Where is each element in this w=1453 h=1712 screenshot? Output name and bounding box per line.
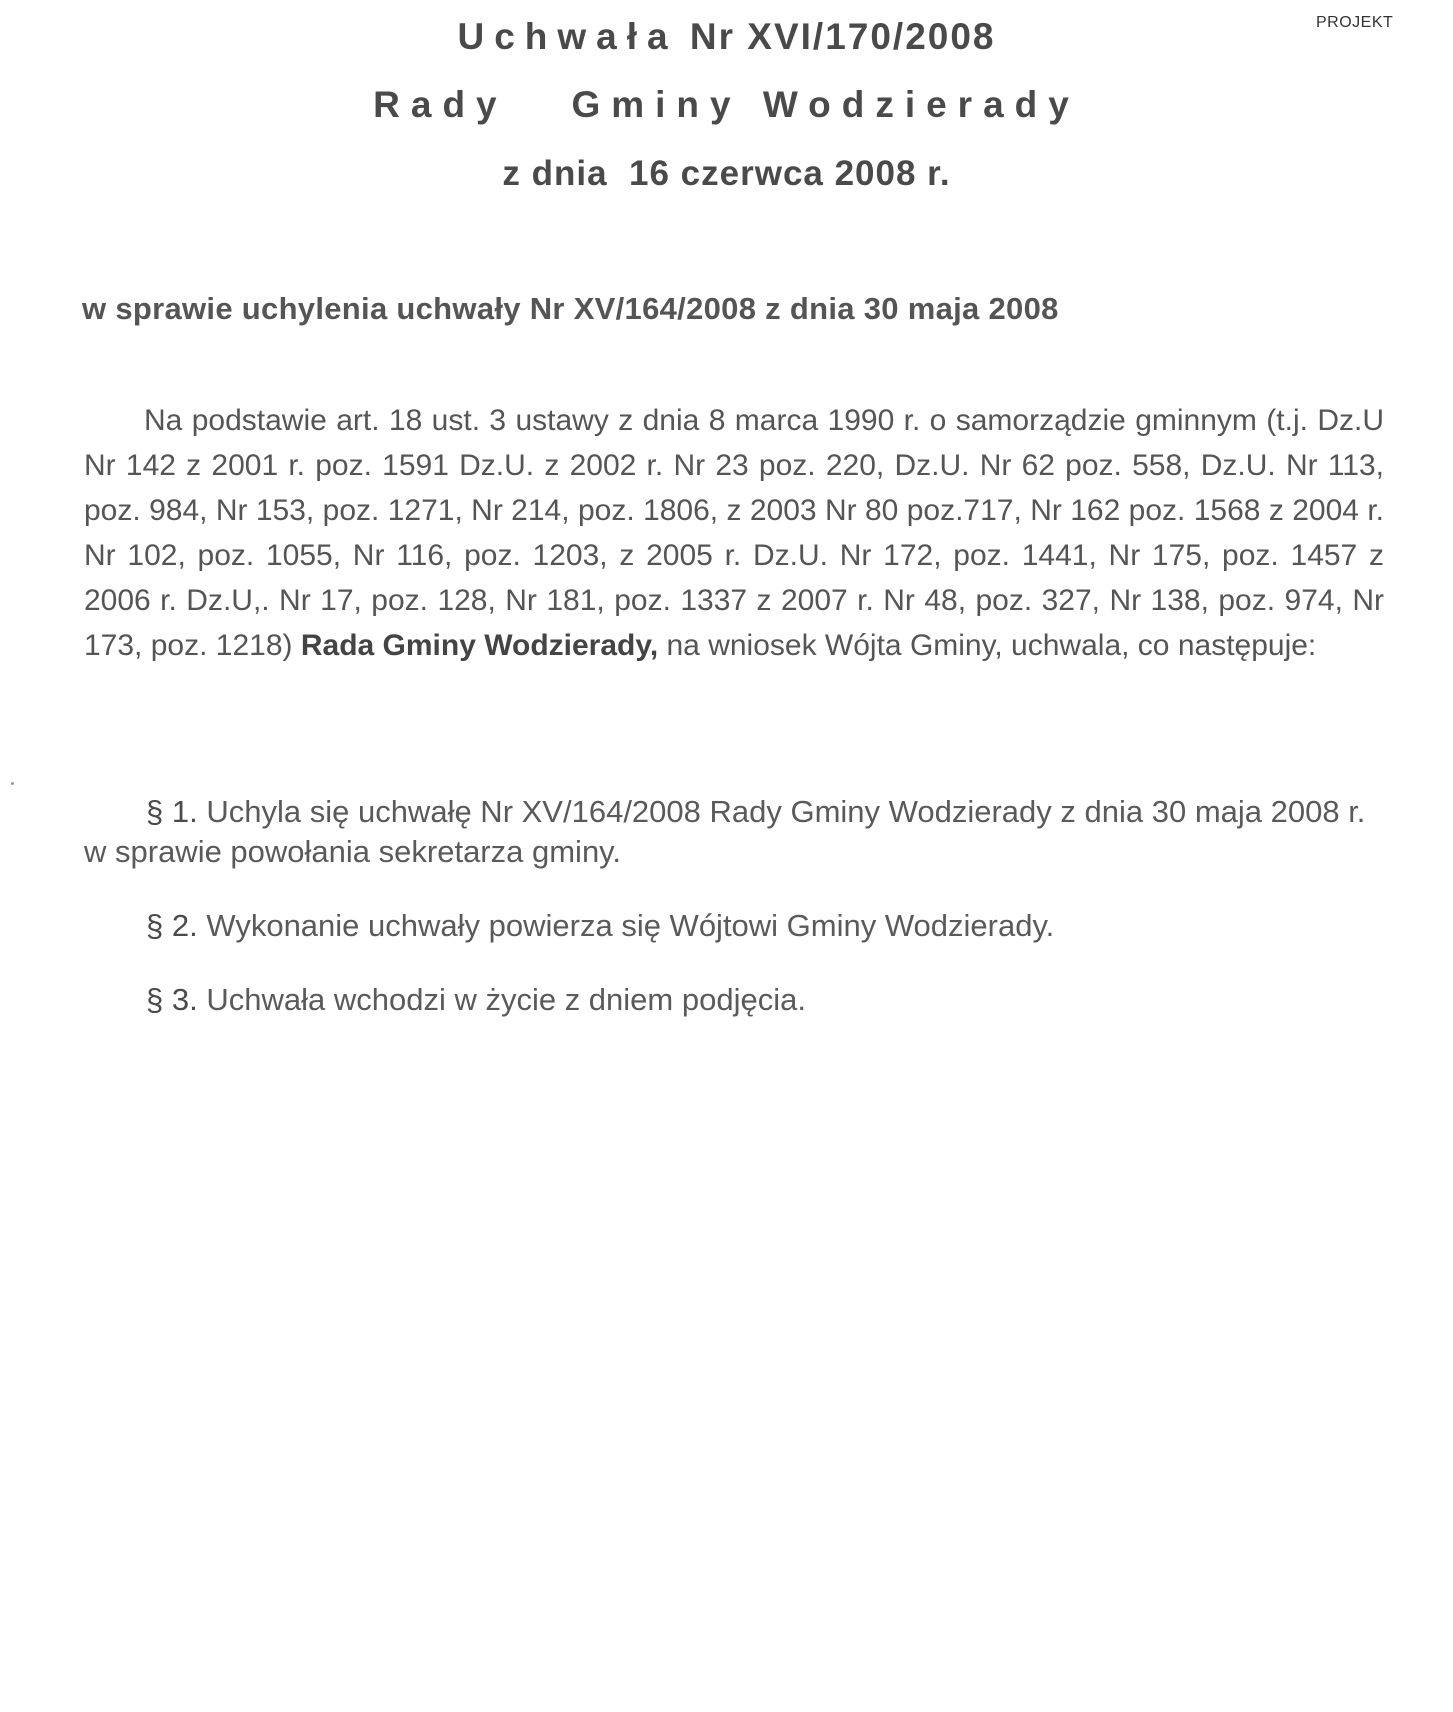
council-name: Rady Gminy Wodzierady: [373, 84, 1080, 125]
paragraph-2: [146, 906, 1346, 946]
resolution-date: z dnia 16 czerwca 2008 r.: [502, 154, 951, 193]
resolution-word: Uchwała: [457, 16, 678, 57]
paragraph-2-text: Wykonanie uchwały powierza się Wójtowi Gminy Wodzierady.: [206, 908, 1055, 943]
legal-basis-closing: na wniosek Wójta Gminy, uchwala, co następuje:: [666, 629, 1317, 662]
legal-basis-text: Na podstawie art. 18 ust. 3 ustawy z dnia 8 marca 1990 r. o samorządzie gminnym (t.j. Dz.U Nr 142 z 2001 r. poz. 1591 Dz.U. z 2002 r. Nr 23 poz. 220, Dz.U. Nr 62 poz. 558, Dz.U. Nr 113, poz. 984, Nr 153, poz. 1271, Nr 214, poz. 1806, z 2003 Nr 80 poz.717, Nr 162 poz. 1568 z 2004 r. Nr 102, poz. 1055, Nr 116, poz. 1203, z 2005 r. Dz.U. Nr 172, poz. 1441, Nr 175, poz. 1457 z 2006 r. Dz.U,. Nr 17, poz. 128, Nr 181, poz. 1337 z 2007 r. Nr 48, poz. 327, Nr 138, poz. 974, Nr 173, poz. 1218): [84, 404, 1384, 662]
resolution-subject: w sprawie uchylenia uchwały Nr XV/164/2008 z dnia 30 maja 2008: [82, 291, 1059, 326]
paragraph-3-text: Uchwała wchodzi w życie z dniem podjęcia.: [206, 982, 806, 1017]
paragraph-1: [84, 792, 1384, 872]
scan-speck: [11, 782, 14, 785]
paragraph-3-mark: § 3.: [146, 982, 198, 1017]
resolution-number-value: Nr XVI/170/2008: [689, 16, 996, 57]
paragraph-3: [146, 980, 1346, 1020]
paragraph-1-mark: § 1.: [146, 794, 198, 829]
legal-basis-paragraph: [84, 398, 1384, 668]
paragraph-1-text: Uchyla się uchwałę Nr XV/164/2008 Rady Gminy Wodzierady z dnia 30 maja 2008 r. w sprawie powołania sekretarza gminy.: [84, 794, 1366, 869]
council-bold-name: Rada Gminy Wodzierady,: [300, 629, 659, 662]
projekt-label: PROJEKT: [1316, 14, 1394, 31]
resolution-number: [0, 16, 1453, 58]
paragraph-2-mark: § 2.: [146, 908, 198, 943]
